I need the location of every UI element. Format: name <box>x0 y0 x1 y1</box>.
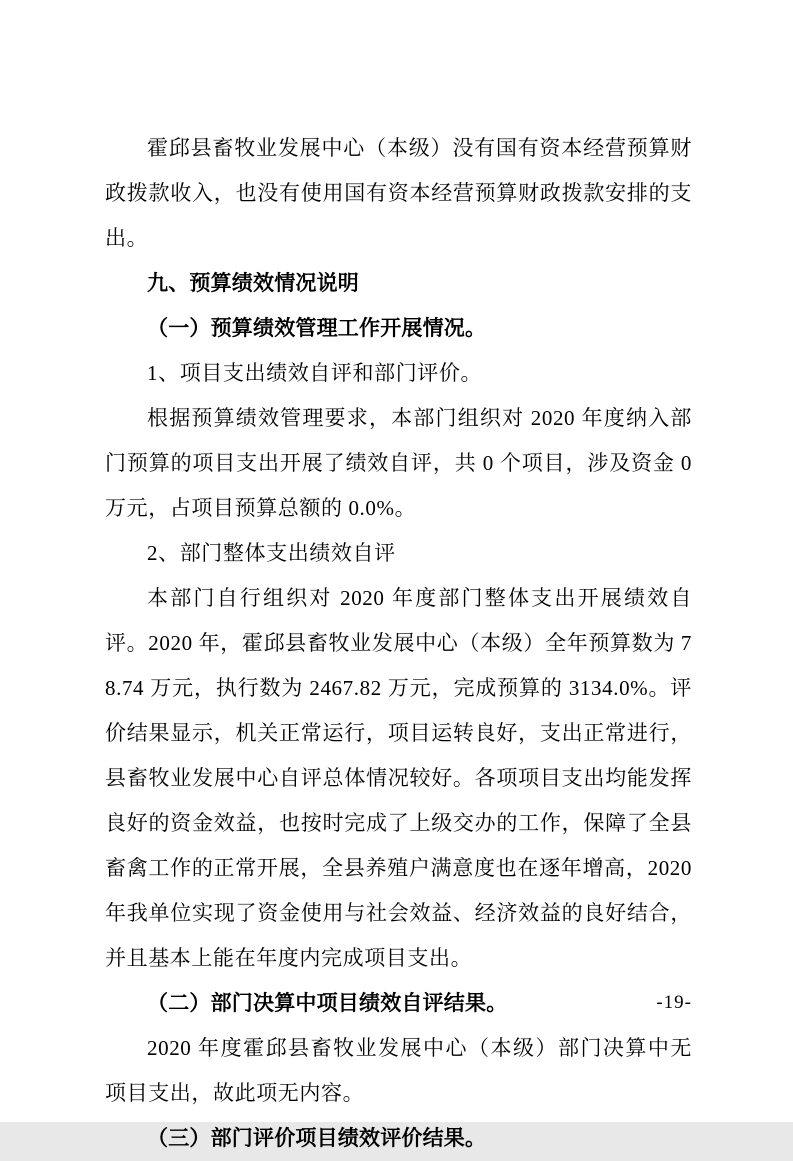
document-body <box>105 126 692 1161</box>
page-number: -19- <box>656 992 692 1013</box>
subsection-heading-performance-management: （一）预算绩效管理工作开展情况。 <box>147 317 487 340</box>
paragraph-no-project-expenditure: 2020 年度霍邱县畜牧业发展中心（本级）部门决算中无项目支出，故此项无内容。 <box>105 1036 692 1105</box>
list-item-department-overall-evaluation: 2、部门整体支出绩效自评 <box>147 541 396 565</box>
section-heading-budget-performance: 九、预算绩效情况说明 <box>147 272 359 295</box>
subsection-heading-department-evaluation-result: （三）部门评价项目绩效评价结果。 <box>147 1127 487 1150</box>
subsection-heading-final-accounts-self-evaluation: （二）部门决算中项目绩效自评结果。 <box>147 992 508 1015</box>
paragraph-overall-evaluation-detail: 本部门自行组织对 2020 年度部门整体支出开展绩效自评。2020 年，霍邱县畜牧业发展中心（本级）全年预算数为 78.74 万元，执行数为 2467.82 万元，完成预算的 3134.0%。评价结果显示，机关正常运行，项目运转良好，支出正常进行，县畜牧业发展中心自评总体情况较好。各项项目支出均能发挥良好的资金效益，也按时完成了上级交办的工作，保障了全县畜禽工作的正常开展，全县养殖户满意度也在逐年增高，2020 年我单位实现了资金使用与社会效益、经济效益的良好结合，并且基本上能在年度内完成项目支出。 <box>105 586 692 970</box>
paragraph-self-evaluation-detail: 根据预算绩效管理要求，本部门组织对 2020 年度纳入部门预算的项目支出开展了绩效自评，共 0 个项目，涉及资金 0 万元，占项目预算总额的 0.0%。 <box>105 406 692 520</box>
paragraph-state-capital-note: 霍邱县畜牧业发展中心（本级）没有国有资本经营预算财政拨款收入，也没有使用国有资本经营预算财政拨款安排的支出。 <box>105 136 692 250</box>
list-item-project-self-evaluation: 1、项目支出绩效自评和部门评价。 <box>147 361 483 385</box>
